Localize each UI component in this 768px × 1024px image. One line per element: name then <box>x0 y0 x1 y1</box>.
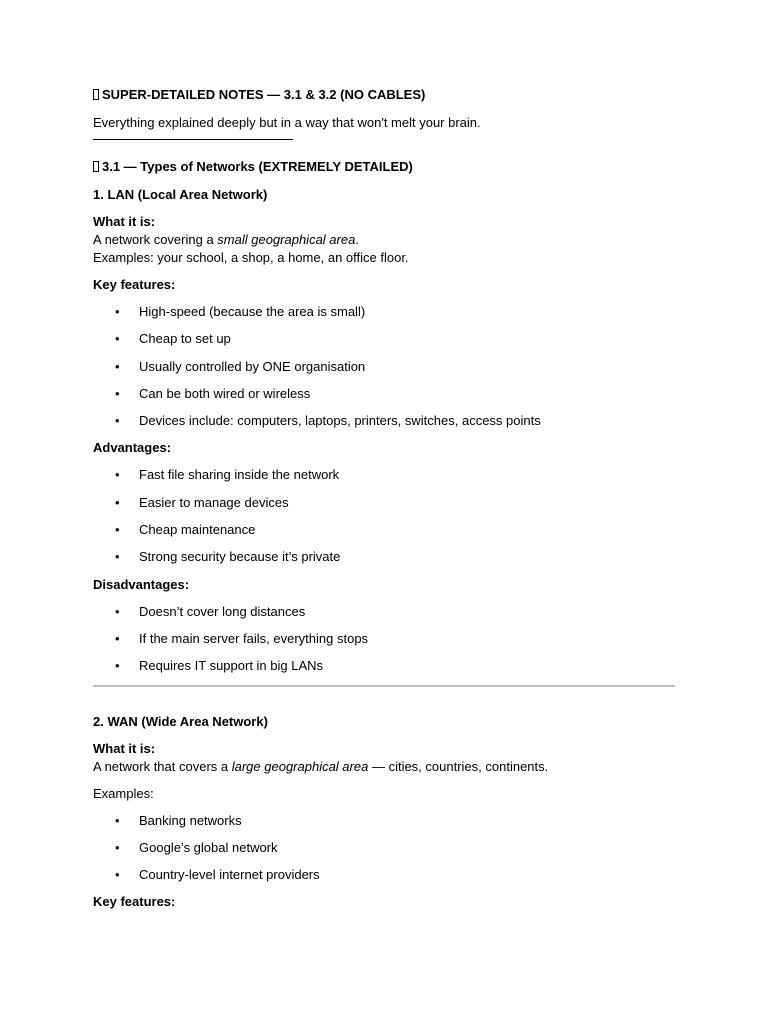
lan-definition-emphasis: small geographical area <box>217 232 356 247</box>
lan-what-label: What it is: <box>93 214 156 229</box>
missing-glyph-icon <box>93 161 99 172</box>
list-item: • High-speed (because the area is small) <box>93 303 683 321</box>
lan-advantages-list <box>93 466 683 566</box>
lan-advantages-label: Advantages: <box>93 440 172 456</box>
document-content <box>93 86 683 911</box>
wan-features-label: Key features: <box>93 894 176 910</box>
list-item: • Can be both wired or wireless <box>93 385 683 403</box>
wan-examples-list <box>93 812 683 885</box>
list-item: • Usually controlled by ONE organisation <box>93 358 683 376</box>
list-item: • Requires IT support in big LANs <box>93 657 683 675</box>
lan-definition-post: . <box>355 232 359 247</box>
list-item: • Easier to manage devices <box>93 494 683 512</box>
section-heading-text: 3.1 — Types of Networks (EXTREMELY DETAILED) <box>102 159 413 174</box>
lan-features-label: Key features: <box>93 277 176 292</box>
wan-what-label: What it is: <box>93 740 156 756</box>
list-item: • Devices include: computers, laptops, printers, switches, access points <box>93 412 683 430</box>
wan-definition-pre: A network that covers a <box>93 758 232 774</box>
wan-definition <box>93 758 683 776</box>
list-item: • Fast file sharing inside the network <box>93 466 683 484</box>
lan-heading: 1. LAN (Local Area Network) <box>93 187 268 202</box>
list-item: • Banking networks <box>93 812 683 830</box>
lan-examples: Examples: your school, a shop, a home, an office floor. <box>93 250 409 265</box>
list-item: • Google’s global network <box>93 839 683 857</box>
missing-glyph-icon <box>93 89 99 100</box>
lan-definition-pre: A network covering a <box>93 232 218 247</box>
document-title <box>93 86 683 104</box>
lan-disadvantages-label: Disadvantages: <box>93 576 190 592</box>
list-item: • Cheap to set up <box>93 330 683 348</box>
intro-text: Everything explained deeply but in a way that won't melt your brain. <box>93 115 481 130</box>
wan-heading: 2. WAN (Wide Area Network) <box>93 713 268 729</box>
wan-definition-emphasis: large geographical area <box>231 758 369 774</box>
list-item: • If the main server fails, everything stops <box>93 630 683 648</box>
list-item: • Doesn’t cover long distances <box>93 603 683 621</box>
section-heading-3-1 <box>93 158 683 176</box>
list-item: • Country-level internet providers <box>93 866 683 884</box>
lan-features-list <box>93 303 683 430</box>
list-item: • Cheap maintenance <box>93 521 683 539</box>
wan-definition-post: — cities, countries, continents. <box>368 758 549 774</box>
lan-disadvantages-list <box>93 603 683 676</box>
list-item: • Strong security because it’s private <box>93 548 683 566</box>
lan-definition <box>93 231 683 249</box>
underline-separator <box>93 139 293 140</box>
document-title-text: SUPER-DETAILED NOTES — 3.1 & 3.2 (NO CABLES) <box>102 87 426 102</box>
wan-examples-label: Examples: <box>93 785 154 801</box>
horizontal-rule <box>93 685 675 687</box>
